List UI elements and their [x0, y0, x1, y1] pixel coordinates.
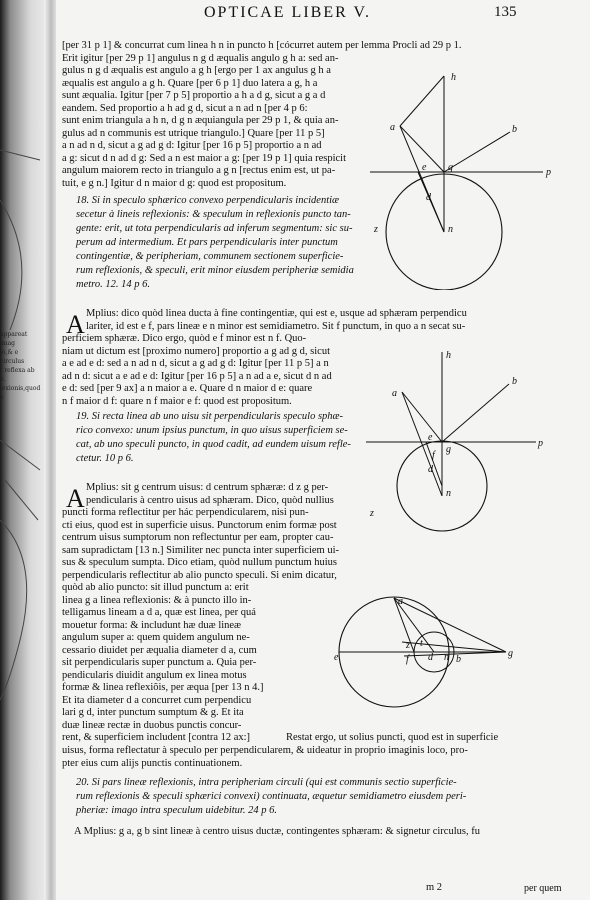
page-header	[56, 2, 590, 26]
figure-3-label: d	[428, 652, 433, 663]
catchword: per quem	[524, 883, 562, 894]
proposition-19: 19. Si recta linea ab uno uisu sit perpendicularis speculo sphæ- rico convexo: unum ipsius punctum, in quo uisus superficiem se- cat, ab uno speculi puncto, in quod cadit, ad eundem uisum refle- ctetur. 10 p 6.	[76, 411, 351, 464]
paragraph-amplius-2-tail-cont: uisus, forma reflectatur à speculo per perpendicularem, & uideatur in proprio imaginis loco, pro- pter eius cum alijs punctis continuationem.	[62, 745, 468, 769]
figure-2-label: z	[370, 508, 374, 519]
figure-1-label: n	[448, 224, 453, 235]
figure-3-label: g	[508, 648, 513, 659]
book-page	[56, 0, 590, 900]
figure-2-label: h	[446, 350, 451, 361]
figure-1-label: d	[426, 192, 431, 203]
proposition-20: 20. Si pars lineæ reflexionis, intra peripheriam circuli (qui est communis sectio superficie- rum reflexionis & speculi sphærici convexi) continuata, æquetur semidiametro eiusdem peri- pheriæ: imago intra speculum uidebitur. 24 p 6.	[76, 777, 467, 816]
figure-1-label: z	[374, 224, 378, 235]
figure-3-label: n	[444, 652, 449, 663]
paragraph-amplius-2: Mplius: sit g centrum uisus: d centrum sphæræ: d z g per- pendicularis à centro uisus ad sphæram. Dico, quòd nullius	[86, 482, 334, 506]
facing-page-text: appareat imag lo,& e circulus t reflexa ab e. lexionis,quod e	[0, 331, 41, 401]
figure-3-label: f	[406, 654, 409, 665]
paragraph-amplius-2-cont: puncti forma reflectitur per hác perpendicularem, nisi pun- cti eius, quod est in superficie uisus. Punctorum enim formæ post centrum uisus sumptorum non reflectuntur per eam, propter cau- sam supradictam [13 n.] Similiter nec puncta inter superficiem ui- sus & speculum sumpta. Dico etiam, quòd nullum punctum huius perpendicularis reflectitur ab alio puncto speculi. Si enim dicatur, quòd ab alio puncto: sit illud punctum a: erit linea g a linea reflexionis: & à puncto illo in- telligamus lineam a d a, quæ est linea, per quá mouetur forma: & includunt hæ duæ lineæ angulum super a: quem quidem angulum ne- cessario diuidet per æqualia diameter d a, cum sit perpendicularis super punctum a. Quia per- pendicularis diuidit angulum ex linea motus formæ & linea reflexiõis, per æqua [per 13 n 4.] Et ita diameter d a concurret cum perpendicu lari g d, inter punctum sumptum & g. Et ita duæ lineæ rectæ in duobus punctis concur- rent, & superficiem includent [contra 12 ax:]	[62, 507, 339, 743]
facing-page-edge	[0, 0, 46, 900]
figure-3-label: z	[406, 640, 410, 651]
figure-3-diagram	[294, 590, 524, 730]
figure-3-label: b	[456, 654, 461, 665]
signature-mark: m 2	[426, 882, 443, 893]
paragraph-proof-continued: [per 31 p 1] & concurrat cum linea h n in puncto h [cócurret autem per lemma Procli ad 29 p 1. Erit igitur [per 29 p 1] angulus n g d æqualis angulo g h a: sed an- gulus n g d æqualis est angulo a g h [ergo per 1 ax angulus g h a æqualis est angulo a g h. Quare [per 6 p 1] duo latera a g, h a sunt æqualia. Igitur [per 7 p 5] proportio a h a d g, sicut a g a d eandem. Sed proportio a h ad g d, sicut a n ad n [per 4 p 6: sunt enim triangula a h n, d g n æquiangula per 29 p 1, & quia an- gulus ad n communis est utrique triangulo.] Quare [per 11 p 5] a n ad n d, sicut a g ad g d: Igitur [per 16 p 5] proportio a n ad a g: sicut d n ad d g: Sed a n est maior a g: [per 19 p 1] quia respicit angulum maiorem recto in triangulo a g n [rectus enim est, ut pa- tuit, e g n.] Igitur d n maior d g: quod est propositum.	[62, 40, 462, 189]
figure-1-label: e	[422, 162, 427, 173]
figure-1-label: g	[448, 162, 453, 173]
figure-2-label: f	[432, 450, 435, 461]
figure-2-label: e	[428, 432, 433, 443]
figure-3-label: t	[420, 638, 423, 649]
figure-2-label: a	[392, 388, 397, 399]
paragraph-amplius-2-tail: Restat ergo, ut solius puncti, quod est in superficie	[286, 732, 499, 743]
figure-2-label: b	[512, 376, 517, 387]
facing-page-diagram	[0, 0, 46, 900]
paragraph-amplius-3: A Mplius: g a, g b sint lineæ à centro uisus ductæ, contingentes sphæram: & signetur circulus, fu	[74, 826, 480, 837]
page-number: 135	[494, 4, 517, 20]
figure-1-label: h	[451, 72, 456, 83]
figure-1-label: p	[546, 167, 551, 178]
figure-2-label: p	[538, 438, 543, 449]
figure-3-label: e	[334, 652, 339, 663]
figure-1-label: b	[512, 124, 517, 135]
drop-cap: A	[66, 484, 85, 513]
figure-2-label: d	[428, 464, 433, 475]
figure-1-label: a	[390, 122, 395, 133]
figure-2-label: g	[446, 444, 451, 455]
proposition-18: 18. Si in speculo sphærico convexo perpendicularis incidentiæ secetur à lineis reflexionis: & speculum in reflexionis puncto tan- gente: erit, ut tota perpendicularis ad inferum segmentum: sic su- perum ad intermedium. Et pars perpendicularis inter punctum contingentiæ, & peripheriam, communem sectionem superficie- rum reflexionis, & speculi, erit minor eiusdem peripheriæ semidia metro. 12. 14 p 6.	[76, 195, 354, 290]
paragraph-amplius-1: Mplius: dico quòd linea ducta à fine contingentiæ, qui est e, usque ad sphæram perpendicu lariter, id est e f, pars lineæ e n minor est semidiametro. Sit f punctum, in quo a n secat su-	[86, 308, 467, 332]
figure-2-label: n	[446, 488, 451, 499]
figure-2-diagram	[366, 346, 576, 536]
figure-3-label: a	[398, 596, 403, 607]
drop-cap: A	[66, 310, 85, 339]
figure-1-diagram	[368, 60, 568, 290]
running-title: OPTICAE LIBER V.	[204, 4, 371, 21]
paragraph-amplius-1-cont: perficiem sphæræ. Dico ergo, quòd e f minor est n f. Quo- niam ut dictum est [proximo numero] proportio a g ad g d, sicut a e ad e d: sed a n ad n d, sicut a g ad g d: Igitur [per 11 p 5] a n ad n d: sicut a e ad e d: Igitur [per 16 p 5] a n ad a e, sicut d n ad e d: sed [per 9 ax] a n maior a e. Quare d n maior d e: quare n f maior d f: quare n f maior e f: quod est propositum.	[62, 333, 332, 407]
